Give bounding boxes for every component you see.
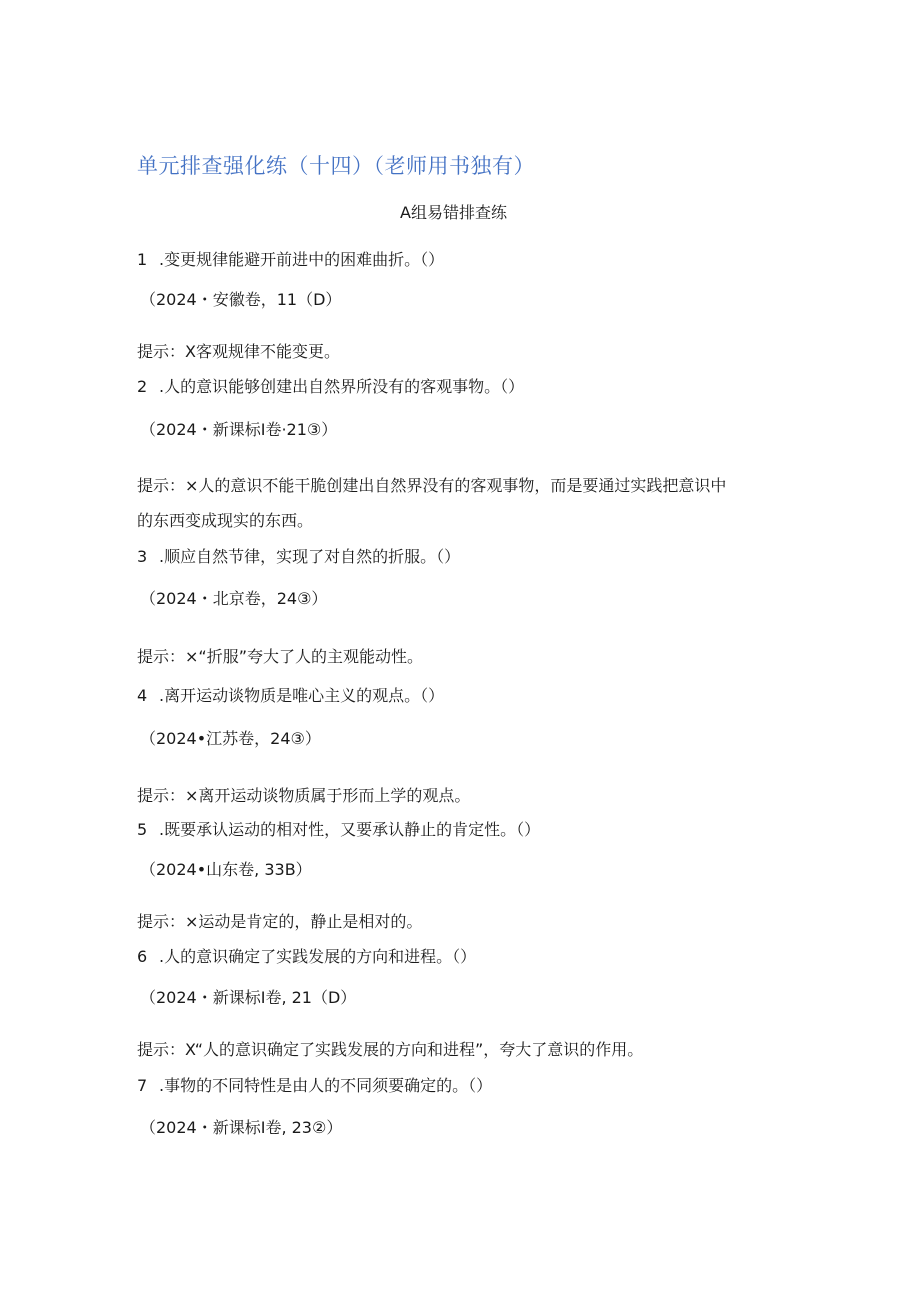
- question-3-source: （2024・北京卷，24③）: [140, 589, 328, 608]
- question-4-source: （2024•江苏卷，24③）: [140, 729, 321, 748]
- question-2: [137, 377, 524, 397]
- question-1-source: （2024・安徽卷，11（D）: [140, 290, 342, 309]
- page-title: 单元排查强化练（十四）（老师用书独有）: [137, 154, 535, 178]
- question-text: .离开运动谈物质是唯心主义的观点。（）: [159, 686, 445, 705]
- question-text: .人的意识确定了实践发展的方向和进程。（）: [159, 947, 477, 966]
- question-6-hint: 提示：X“人的意识确定了实践发展的方向和进程”，夸大了意识的作用。: [137, 1040, 644, 1059]
- question-number: 6: [137, 947, 148, 966]
- question-5-source: （2024•山东卷, 33B）: [140, 860, 312, 879]
- question-number: 1: [137, 250, 148, 269]
- question-2-hint-line-1: 提示：×人的意识不能干脆创建出自然界没有的客观事物，而是要通过实践把意识中: [137, 476, 727, 495]
- question-number: 7: [137, 1076, 148, 1095]
- question-3-hint: 提示：×“折服”夸大了人的主观能动性。: [137, 647, 423, 666]
- question-7-source: （2024・新课标I卷, 23②）: [140, 1118, 343, 1137]
- question-number: 2: [137, 377, 148, 396]
- question-5: [137, 820, 540, 840]
- question-number: 3: [137, 547, 148, 566]
- question-6-source: （2024・新课标I卷, 21（D）: [140, 988, 357, 1007]
- question-number: 5: [137, 820, 148, 839]
- question-4-hint: 提示：×离开运动谈物质属于形而上学的观点。: [137, 786, 471, 805]
- question-text: .人的意识能够创建出自然界所没有的客观事物。（）: [159, 377, 525, 396]
- question-number: 4: [137, 686, 148, 705]
- question-3: [137, 547, 460, 567]
- question-7: [137, 1076, 492, 1096]
- question-2-hint-line-2: 的东西变成现实的东西。: [137, 511, 314, 530]
- question-1: [137, 250, 444, 270]
- question-1-hint: 提示：X客观规律不能变更。: [137, 342, 340, 361]
- question-text: .顺应自然节律，实现了对自然的折服。（）: [159, 547, 461, 566]
- question-text: .变更规律能避开前进中的困难曲折。（）: [159, 250, 445, 269]
- question-text: .既要承认运动的相对性，又要承认静止的肯定性。（）: [159, 820, 541, 839]
- question-6: [137, 947, 476, 967]
- question-5-hint: 提示：×运动是肯定的，静止是相对的。: [137, 912, 423, 931]
- section-heading: A组易错排查练: [400, 203, 507, 222]
- question-text: .事物的不同特性是由人的不同须要确定的。（）: [159, 1076, 493, 1095]
- question-2-source: （2024・新课标I卷·21③）: [140, 420, 338, 439]
- question-4: [137, 686, 444, 706]
